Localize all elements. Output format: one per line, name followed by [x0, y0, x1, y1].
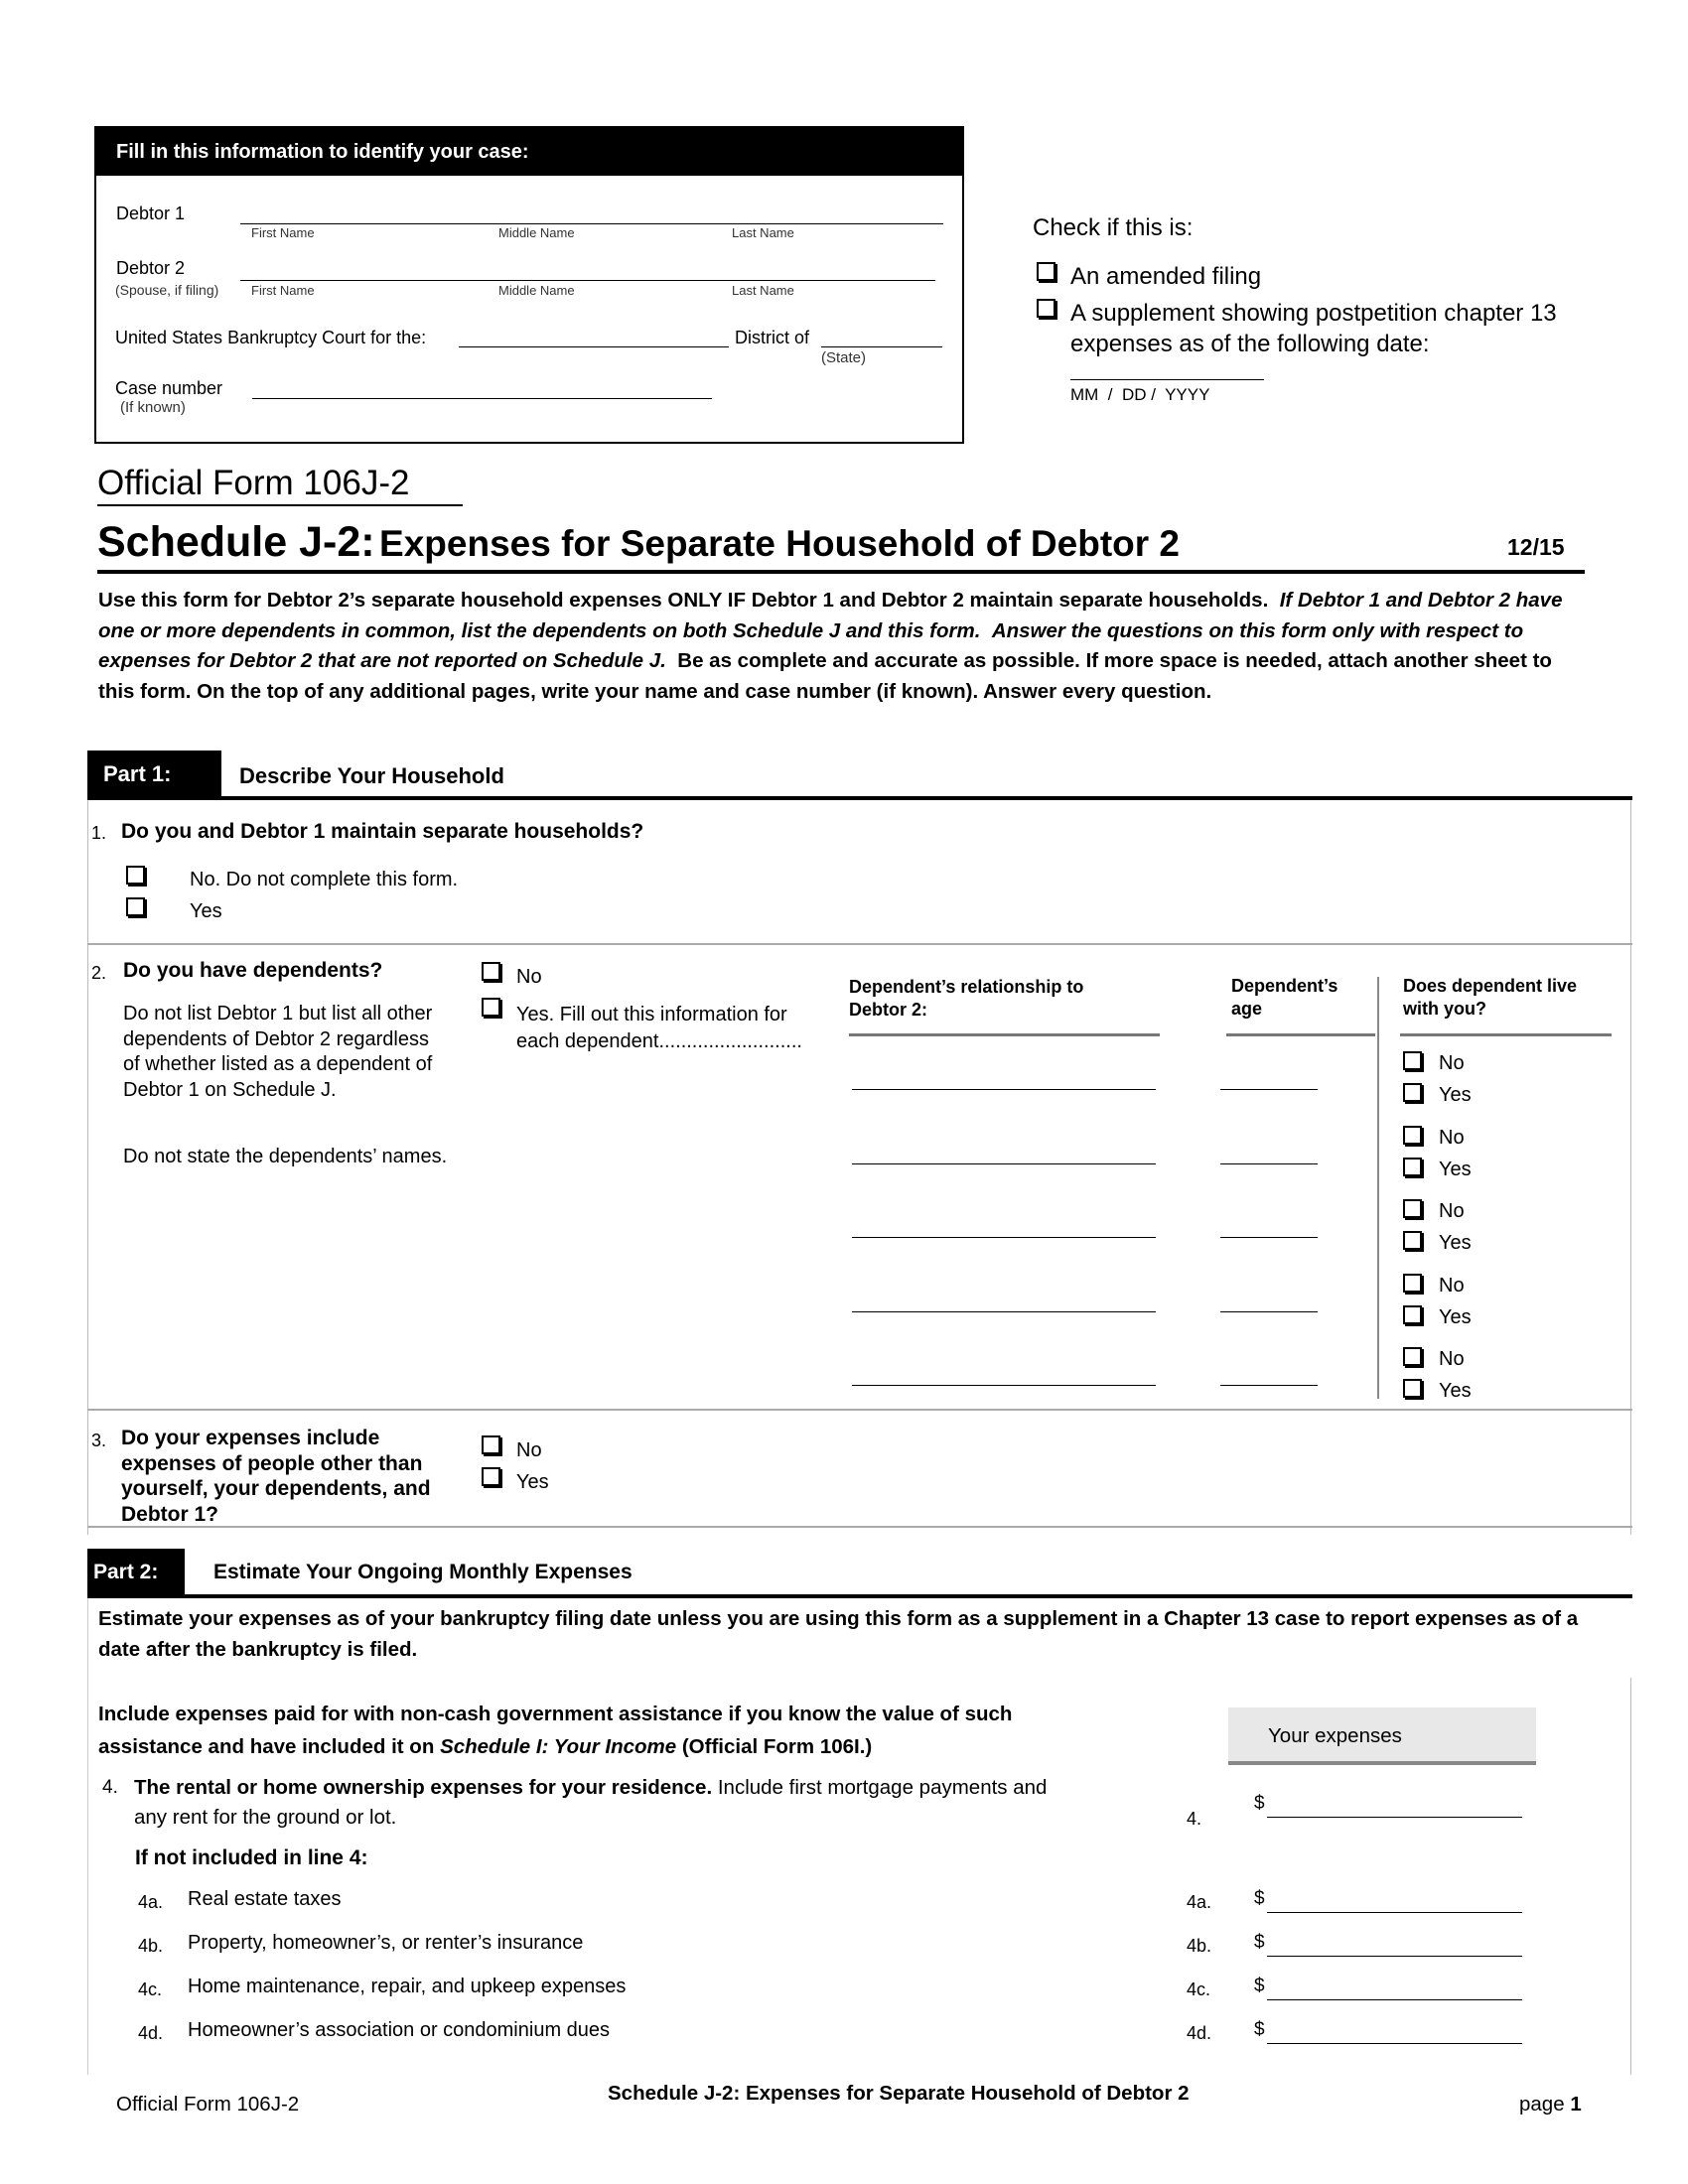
dependent-live-yes-label: Yes: [1439, 1232, 1472, 1254]
part1-label: Part 1:: [87, 751, 221, 798]
debtor2-first-name-label: First Name: [251, 283, 315, 298]
dependent-relationship-field[interactable]: [852, 1069, 1156, 1090]
line-item-number: 4c.: [138, 1979, 163, 1999]
form-title: Schedule J-2: Expenses for Separate Household of Debtor 2: [97, 518, 1181, 566]
line-item-ref: 4d.: [1187, 2023, 1212, 2043]
court-label: United States Bankruptcy Court for the:: [115, 328, 427, 347]
q1-no-label: No. Do not complete this form.: [190, 869, 459, 890]
col-age-rule: [1226, 1033, 1375, 1036]
dependent-live-yes-checkbox[interactable]: [1403, 1158, 1422, 1176]
part2-left-border: [87, 1598, 88, 2075]
col-live-header-1: Does dependent live: [1403, 976, 1578, 996]
line-item-text: Home maintenance, repair, and upkeep expenses: [188, 1976, 627, 1997]
dependent-relationship-field[interactable]: [852, 1144, 1156, 1164]
line-item-dollar: $: [1254, 1932, 1265, 1953]
supplement-date-field[interactable]: [1070, 357, 1264, 380]
court-field[interactable]: [459, 328, 729, 347]
footer-form-number: Official Form 106J-2: [116, 2093, 300, 2116]
dependent-live-no-checkbox[interactable]: [1403, 1274, 1422, 1293]
line-item-amount-field[interactable]: [1267, 2019, 1522, 2044]
part2-intro: Estimate your expenses as of your bankruptcy filing date unless you are using this form as a supplement in a Chapter 13 case to report expenses as of a date after the bankruptcy is filed.: [98, 1607, 1579, 1661]
line-item-amount-field[interactable]: [1267, 1932, 1522, 1957]
q1-separator: [87, 943, 1632, 945]
debtor2-name-field[interactable]: [240, 253, 935, 281]
supplement-label-line1: A supplement showing postpetition chapter 13: [1070, 300, 1557, 327]
q2-note1: Do not list Debtor 1 but list all other dependents of Debtor 2 regardless of whether listed as a dependent of Debtor 1 on Schedule J.: [123, 1003, 433, 1101]
if-not-included: If not included in line 4:: [135, 1846, 368, 1869]
q2-separator: [87, 1409, 1632, 1411]
line4-amount-field[interactable]: [1267, 1793, 1522, 1818]
case-number-label: Case number: [115, 378, 223, 398]
if-known-note: (If known): [120, 399, 186, 416]
debtor1-name-field[interactable]: [240, 197, 943, 224]
district-label: District of: [735, 328, 810, 347]
q1-yes-checkbox[interactable]: [126, 897, 145, 916]
footer-title: Schedule J-2: Expenses for Separate Household of Debtor 2: [608, 2082, 1190, 2105]
q2-number: 2.: [91, 963, 107, 983]
dependent-live-no-checkbox[interactable]: [1403, 1126, 1422, 1145]
line4-number: 4.: [102, 1777, 118, 1798]
line-item-ref: 4a.: [1187, 1892, 1212, 1912]
dependent-relationship-field[interactable]: [852, 1365, 1156, 1386]
part1-rule: [87, 796, 1632, 800]
line-item-dollar: $: [1254, 1976, 1265, 1996]
debtor2-label: Debtor 2: [116, 258, 186, 278]
line4-text: The rental or home ownership expenses for your residence. Include first mortgage payments and any rent for the ground or lot.: [134, 1776, 1048, 1829]
line-item-text: Real estate taxes: [188, 1888, 342, 1910]
col-relationship-header: Dependent’s relationship to Debtor 2:: [849, 977, 1084, 1020]
your-expenses-header: Your expenses: [1228, 1707, 1536, 1765]
debtor1-last-name-label: Last Name: [732, 225, 794, 240]
dependent-live-yes-label: Yes: [1439, 1084, 1472, 1106]
instructions: Use this form for Debtor 2’s separate household expenses ONLY IF Debtor 1 and Debtor 2 maintain separate households. If Debtor 1 and Debtor 2 have one or more dependents in common, list the dependents on both Schedule J and this form. Answer the questions on this form only with respect to expenses for Debtor 2 that are not reported on Schedule J. Be as complete and accurate as possible. If more space is needed, attach another sheet to this form. On the top of any additional pages, write your name and case number (if known). Answer every question.: [98, 589, 1563, 703]
q3-separator: [87, 1526, 1632, 1528]
q3-no-checkbox[interactable]: [482, 1435, 500, 1454]
line4-ref: 4.: [1187, 1809, 1202, 1829]
dependent-age-field[interactable]: [1220, 1069, 1318, 1090]
dependent-live-no-label: No: [1439, 1052, 1465, 1074]
dependent-live-no-label: No: [1439, 1275, 1465, 1297]
date-format-label: MM / DD / YYYY: [1070, 385, 1210, 404]
supplement-label-line2: expenses as of the following date:: [1070, 331, 1430, 357]
dependent-age-field[interactable]: [1220, 1217, 1318, 1238]
part1-left-border: [87, 800, 88, 1535]
col-age-header-1: Dependent’s: [1231, 976, 1338, 996]
line-item-amount-field[interactable]: [1267, 1888, 1522, 1913]
line-item-dollar: $: [1254, 2019, 1265, 2040]
line-item-ref: 4c.: [1187, 1979, 1211, 1999]
dependent-live-no-label: No: [1439, 1348, 1465, 1370]
footer-page: page 1: [1519, 2093, 1582, 2116]
line-item-text: Homeowner’s association or condominium dues: [188, 2019, 611, 2041]
official-form-number: Official Form 106J-2: [97, 464, 410, 502]
title-rule: [97, 570, 1585, 574]
amended-filing-label: An amended filing: [1070, 263, 1262, 290]
part2-right-border: [1630, 1678, 1631, 2075]
dependent-live-no-checkbox[interactable]: [1403, 1347, 1422, 1366]
dependent-relationship-field[interactable]: [852, 1217, 1156, 1238]
dependent-age-field[interactable]: [1220, 1292, 1318, 1312]
part2-label: Part 2:: [87, 1549, 185, 1596]
q3-yes-checkbox[interactable]: [482, 1467, 500, 1486]
debtor1-label: Debtor 1: [116, 204, 186, 223]
col-live-divider: [1377, 977, 1379, 1399]
spouse-note: (Spouse, if filing): [115, 282, 219, 298]
district-field[interactable]: [821, 328, 942, 347]
q1-yes-label: Yes: [190, 900, 222, 922]
part1-right-border: [1630, 800, 1631, 1535]
dependent-live-no-checkbox[interactable]: [1403, 1199, 1422, 1218]
col-age-header-2: age: [1231, 999, 1263, 1019]
dependent-live-yes-checkbox[interactable]: [1403, 1379, 1422, 1398]
part2-rule: [87, 1594, 1632, 1598]
supplement-checkbox[interactable]: [1037, 299, 1055, 318]
line-item-number: 4b.: [138, 1936, 164, 1956]
col-relationship-rule: [849, 1033, 1160, 1036]
state-note: (State): [821, 349, 867, 366]
dependent-live-yes-checkbox[interactable]: [1403, 1305, 1422, 1324]
official-form-underline: [97, 504, 463, 506]
q2-yes-label-line1: Yes. Fill out this information for: [516, 1004, 787, 1025]
form-revision-date: 12/15: [1507, 534, 1565, 560]
q3-yes-label: Yes: [516, 1471, 549, 1493]
check-if-title: Check if this is:: [1033, 214, 1194, 241]
noncash-note: Include expenses paid for with non-cash government assistance if you know the value of such assistance and have included it on Schedule I: Your Income (Official Form 106I.): [98, 1703, 1013, 1758]
col-live-header-2: with you?: [1403, 999, 1486, 1019]
line-item-text: Property, homeowner’s, or renter’s insurance: [188, 1932, 584, 1954]
q2-no-checkbox[interactable]: [482, 962, 500, 981]
dependent-live-yes-checkbox[interactable]: [1403, 1231, 1422, 1250]
dependent-live-yes-checkbox[interactable]: [1403, 1083, 1422, 1102]
q2-text: Do you have dependents?: [123, 959, 383, 982]
dependent-live-no-checkbox[interactable]: [1403, 1051, 1422, 1070]
dependent-live-no-label: No: [1439, 1200, 1465, 1222]
q1-number: 1.: [91, 823, 107, 843]
q3-no-label: No: [516, 1439, 542, 1461]
q2-no-label: No: [516, 966, 542, 988]
debtor1-middle-name-label: Middle Name: [498, 225, 575, 240]
dependent-live-no-label: No: [1439, 1127, 1465, 1149]
case-number-field[interactable]: [252, 377, 712, 399]
part2-title: Estimate Your Ongoing Monthly Expenses: [213, 1561, 633, 1583]
q2-yes-label-line2: each dependent..........................: [516, 1030, 802, 1052]
debtor2-middle-name-label: Middle Name: [498, 283, 575, 298]
line-item-dollar: $: [1254, 1888, 1265, 1909]
dependent-age-field[interactable]: [1220, 1365, 1318, 1386]
dependent-relationship-field[interactable]: [852, 1292, 1156, 1312]
case-info-header: Fill in this information to identify your case:: [96, 128, 962, 176]
q1-no-checkbox[interactable]: [126, 866, 145, 885]
debtor2-last-name-label: Last Name: [732, 283, 794, 298]
col-live-rule: [1400, 1033, 1612, 1036]
part1-title: Describe Your Household: [239, 763, 504, 788]
q1-text: Do you and Debtor 1 maintain separate households?: [121, 820, 644, 843]
amended-filing-checkbox[interactable]: [1037, 262, 1055, 281]
line4-dollar: $: [1254, 1793, 1265, 1814]
dependent-live-yes-label: Yes: [1439, 1306, 1472, 1328]
q3-number: 3.: [91, 1431, 107, 1450]
q2-yes-checkbox[interactable]: [482, 998, 500, 1017]
line-item-number: 4d.: [138, 2023, 164, 2043]
dependent-live-yes-label: Yes: [1439, 1159, 1472, 1180]
q2-note2: Do not state the dependents’ names.: [123, 1146, 448, 1167]
debtor1-first-name-label: First Name: [251, 225, 315, 240]
line-item-ref: 4b.: [1187, 1936, 1212, 1956]
line-item-amount-field[interactable]: [1267, 1976, 1522, 2000]
q3-text: Do your expenses include expenses of people other than yourself, your dependents, and Debtor 1?: [121, 1427, 431, 1526]
line-item-number: 4a.: [138, 1892, 164, 1912]
dependent-age-field[interactable]: [1220, 1144, 1318, 1164]
dependent-live-yes-label: Yes: [1439, 1380, 1472, 1402]
